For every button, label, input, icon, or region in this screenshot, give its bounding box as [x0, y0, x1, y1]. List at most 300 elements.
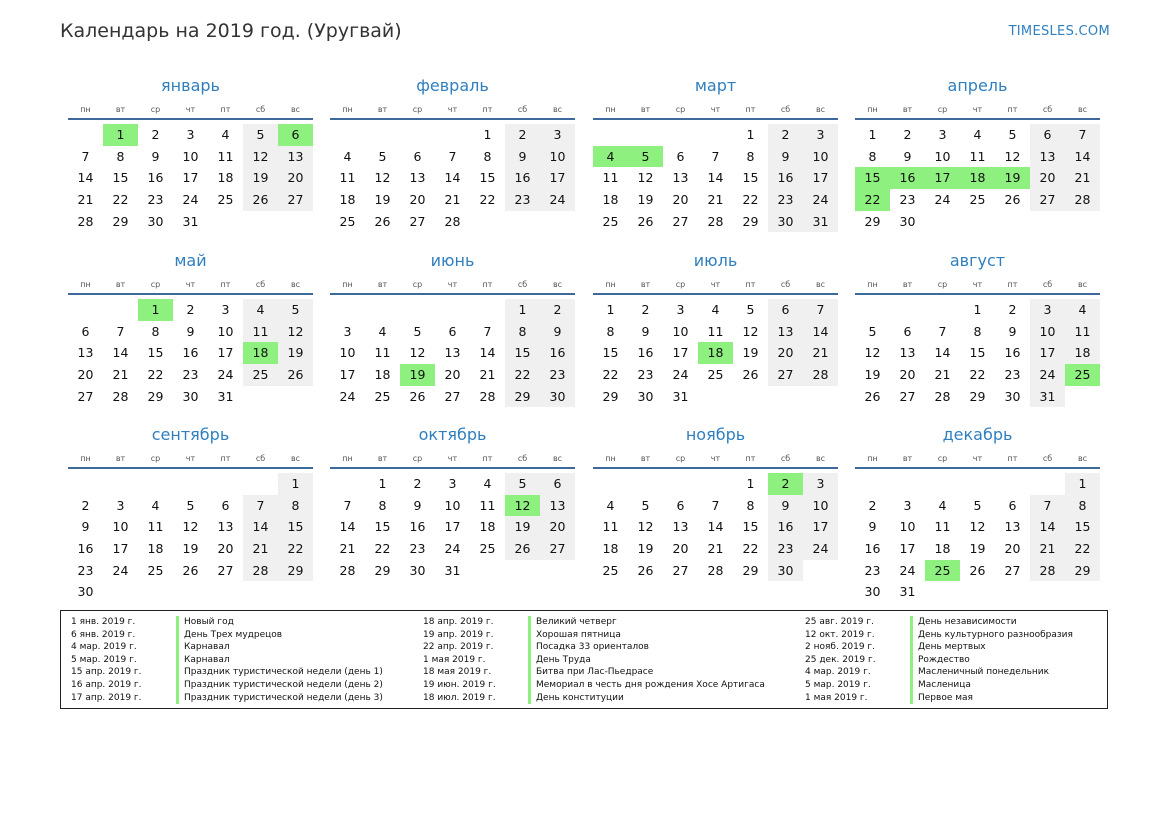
day-cell: 27: [768, 364, 803, 386]
day-cell: 10: [803, 146, 838, 168]
legend-holiday-name: Карнавал: [176, 641, 230, 654]
day-cell: 6: [768, 299, 803, 321]
day-cell: 17: [112, 541, 129, 557]
legend-row: [805, 654, 1073, 667]
day-grid: [330, 473, 575, 581]
empty-cell: [698, 473, 733, 495]
weekday-label: вт: [377, 454, 388, 463]
day-cell: 29: [147, 388, 164, 404]
empty-cell: [103, 299, 138, 321]
day-cell: 25: [147, 562, 164, 578]
day-cell: 10: [672, 323, 689, 339]
month-2: [330, 74, 575, 232]
legend-holiday-name: День конституции: [528, 692, 624, 705]
day-cell: 20: [768, 342, 803, 364]
weekday-label: вс: [290, 454, 301, 463]
legend-holiday-name: День независимости: [910, 616, 1017, 629]
day-cell: 12: [409, 345, 426, 361]
legend-holiday-name: Первое мая: [910, 692, 973, 705]
day-cell: 25: [602, 213, 619, 229]
day-cell: 7: [1030, 495, 1065, 517]
day-cell: 24: [899, 562, 916, 578]
legend-row: [805, 616, 1073, 629]
day-cell: 7: [1065, 124, 1100, 146]
day-cell: 10: [112, 519, 129, 535]
legend-holiday-name: Великий четверг: [528, 616, 617, 629]
day-cell: 31: [444, 562, 461, 578]
legend-column-3: [805, 616, 1073, 704]
day-cell: 13: [1004, 519, 1021, 535]
day-cell: 5: [243, 124, 278, 146]
day-cell: 7: [448, 148, 457, 164]
month-name: ноябрь: [685, 425, 746, 444]
weekday-label: пн: [867, 454, 878, 463]
day-cell: 24: [1030, 364, 1065, 386]
day-cell: 28: [707, 213, 724, 229]
holiday-day-cell: 5: [628, 146, 663, 168]
day-cell: 2: [186, 302, 195, 317]
day-cell: 5: [641, 497, 650, 513]
day-cell: 13: [768, 321, 803, 343]
day-cell: 28: [339, 562, 356, 578]
day-cell: 20: [217, 541, 234, 557]
day-cell: 12: [742, 323, 759, 339]
weekday-label: пт: [482, 280, 493, 289]
day-cell: 25: [339, 213, 356, 229]
legend-date: 12 окт. 2019 г.: [805, 629, 875, 640]
day-cell: 7: [711, 497, 720, 513]
empty-cell: [68, 299, 103, 321]
weekday-label: вт: [640, 454, 651, 463]
weekday-label: ср: [412, 105, 423, 114]
weekday-label: вт: [377, 280, 388, 289]
day-cell: 28: [1065, 189, 1100, 211]
site-link[interactable]: TIMESLES.COM: [1008, 24, 1110, 39]
empty-cell: [435, 124, 470, 146]
weekday-label: ср: [675, 105, 686, 114]
day-cell: 16: [768, 167, 803, 189]
day-grid: [593, 299, 838, 407]
day-grid: [855, 299, 1100, 407]
day-cell: 1: [483, 127, 492, 142]
day-cell: 4: [711, 302, 720, 317]
empty-cell: [855, 299, 890, 321]
day-cell: 4: [151, 497, 160, 513]
day-cell: 30: [1004, 388, 1021, 404]
weekday-label: сб: [517, 454, 528, 463]
empty-cell: [628, 124, 663, 146]
weekday-label: вс: [552, 280, 563, 289]
day-cell: 14: [803, 321, 838, 343]
day-cell: 23: [147, 192, 164, 208]
day-cell: 21: [444, 192, 461, 208]
day-cell: 19: [374, 192, 391, 208]
day-cell: 11: [934, 519, 951, 535]
empty-cell: [593, 473, 628, 495]
day-cell: 4: [221, 127, 230, 142]
day-cell: 27: [217, 562, 234, 578]
weekday-label: сб: [255, 454, 266, 463]
day-cell: 17: [444, 519, 461, 535]
day-cell: 21: [1065, 167, 1100, 189]
day-cell: 16: [505, 167, 540, 189]
day-cell: 1: [746, 127, 755, 142]
day-cell: 18: [339, 192, 356, 208]
weekday-label: сб: [780, 454, 791, 463]
month-name: июль: [693, 251, 738, 270]
day-cell: 11: [339, 170, 356, 186]
month-name: июнь: [430, 251, 475, 270]
empty-cell: [628, 473, 663, 495]
day-cell: 11: [1065, 321, 1100, 343]
legend-holiday-name: Мемориал в честь дня рождения Хосе Артигаса: [528, 679, 765, 692]
day-cell: 6: [81, 323, 90, 339]
day-cell: 8: [606, 323, 615, 339]
day-cell: 27: [278, 189, 313, 211]
weekday-label: сб: [780, 280, 791, 289]
weekday-label: пт: [1007, 280, 1018, 289]
day-cell: 22: [505, 364, 540, 386]
day-cell: 21: [339, 541, 356, 557]
day-cell: 22: [969, 367, 986, 383]
day-cell: 6: [448, 323, 457, 339]
legend-date: 17 апр. 2019 г.: [71, 692, 142, 703]
day-cell: 16: [864, 541, 881, 557]
empty-cell: [400, 299, 435, 321]
weekday-header: [330, 273, 575, 295]
day-cell: 4: [243, 299, 278, 321]
day-cell: 20: [278, 167, 313, 189]
weekday-label: вт: [377, 105, 388, 114]
day-cell: 6: [540, 473, 575, 495]
day-cell: 9: [413, 497, 422, 513]
day-cell: 16: [540, 342, 575, 364]
day-cell: 15: [602, 345, 619, 361]
day-cell: 13: [278, 146, 313, 168]
day-cell: 1: [973, 302, 982, 317]
day-cell: 12: [969, 519, 986, 535]
weekday-label: вс: [815, 454, 826, 463]
day-cell: 20: [77, 367, 94, 383]
day-cell: 2: [768, 124, 803, 146]
empty-cell: [925, 473, 960, 495]
legend-holiday-name: Праздник туристической недели (день 2): [176, 679, 383, 692]
month-11: [593, 423, 838, 581]
weekday-header: [593, 98, 838, 120]
day-cell: 19: [969, 541, 986, 557]
day-cell: 16: [77, 541, 94, 557]
weekday-label: пн: [605, 280, 616, 289]
day-cell: 23: [864, 562, 881, 578]
empty-cell: [68, 124, 103, 146]
legend-holiday-name: Посадка 33 ориенталов: [528, 641, 649, 654]
day-cell: 29: [1065, 560, 1100, 582]
day-cell: 14: [112, 345, 129, 361]
weekday-label: пн: [867, 105, 878, 114]
day-cell: 8: [746, 148, 755, 164]
holiday-day-cell: 2: [768, 473, 803, 495]
day-cell: 19: [637, 192, 654, 208]
day-cell: 12: [637, 519, 654, 535]
legend-row: [71, 641, 383, 654]
empty-cell: [698, 124, 733, 146]
month-3: [593, 74, 838, 232]
weekday-header: [855, 273, 1100, 295]
day-cell: 10: [444, 497, 461, 513]
legend-date: 22 апр. 2019 г.: [423, 642, 494, 653]
day-cell: 11: [243, 321, 278, 343]
month-12: [855, 423, 1100, 603]
day-cell: 13: [672, 519, 689, 535]
legend-row: [71, 654, 383, 667]
day-cell: 8: [116, 148, 125, 164]
day-cell: 22: [1065, 538, 1100, 560]
legend-date: 25 дек. 2019 г.: [805, 654, 876, 665]
day-cell: 3: [540, 124, 575, 146]
weekday-label: чт: [972, 280, 983, 289]
legend-row: [71, 679, 383, 692]
day-cell: 26: [182, 562, 199, 578]
day-cell: 13: [540, 495, 575, 517]
day-cell: 28: [803, 364, 838, 386]
day-cell: 16: [1004, 345, 1021, 361]
day-cell: 6: [676, 497, 685, 513]
holiday-day-cell: 22: [855, 189, 890, 211]
month-name: февраль: [416, 76, 489, 95]
day-cell: 10: [182, 148, 199, 164]
day-cell: 31: [217, 388, 234, 404]
day-cell: 18: [147, 541, 164, 557]
weekday-label: пн: [605, 454, 616, 463]
day-cell: 1: [868, 127, 877, 142]
day-cell: 7: [243, 495, 278, 517]
month-name: сентябрь: [151, 425, 230, 444]
day-cell: 4: [938, 497, 947, 513]
day-cell: 14: [707, 170, 724, 186]
day-cell: 25: [707, 367, 724, 383]
day-cell: 26: [374, 213, 391, 229]
legend-holiday-name: Масленица: [910, 679, 971, 692]
weekday-label: чт: [447, 280, 458, 289]
month-name: март: [694, 76, 737, 95]
day-cell: 9: [81, 519, 90, 535]
empty-cell: [593, 124, 628, 146]
day-cell: 2: [1008, 302, 1017, 317]
day-cell: 24: [803, 538, 838, 560]
legend-row: [71, 629, 383, 642]
legend-row: [423, 679, 765, 692]
day-cell: 3: [903, 497, 912, 513]
day-cell: 9: [903, 148, 912, 164]
legend-date: 6 янв. 2019 г.: [71, 629, 136, 640]
weekday-label: ср: [150, 280, 161, 289]
day-cell: 9: [186, 323, 195, 339]
day-cell: 18: [934, 541, 951, 557]
day-cell: 20: [1030, 167, 1065, 189]
day-cell: 14: [934, 345, 951, 361]
empty-cell: [103, 473, 138, 495]
weekday-label: вт: [902, 280, 913, 289]
weekday-label: ср: [675, 280, 686, 289]
day-grid: [68, 473, 313, 603]
day-cell: 24: [182, 192, 199, 208]
day-cell: 23: [637, 367, 654, 383]
weekday-label: вт: [902, 454, 913, 463]
day-cell: 13: [217, 519, 234, 535]
day-cell: 30: [409, 562, 426, 578]
weekday-label: вс: [290, 105, 301, 114]
day-cell: 24: [112, 562, 129, 578]
day-cell: 29: [864, 213, 881, 229]
legend-holiday-name: День культурного разнообразия: [910, 629, 1073, 642]
legend-date: 4 мар. 2019 г.: [805, 667, 871, 678]
month-name: август: [949, 251, 1006, 270]
weekday-label: ср: [412, 454, 423, 463]
weekday-label: ср: [412, 280, 423, 289]
weekday-label: вт: [640, 280, 651, 289]
day-cell: 4: [483, 476, 492, 491]
weekday-label: сб: [517, 280, 528, 289]
weekday-label: пт: [745, 280, 756, 289]
day-cell: 10: [803, 495, 838, 517]
day-cell: 21: [934, 367, 951, 383]
empty-cell: [138, 473, 173, 495]
day-cell: 7: [116, 323, 125, 339]
day-cell: 4: [1065, 299, 1100, 321]
weekday-label: пн: [605, 105, 616, 114]
day-cell: 29: [969, 388, 986, 404]
day-cell: 3: [221, 302, 230, 317]
day-cell: 27: [540, 538, 575, 560]
legend-row: [423, 692, 765, 705]
empty-cell: [1030, 473, 1065, 495]
day-cell: 21: [803, 342, 838, 364]
weekday-label: чт: [710, 280, 721, 289]
legend-date: 15 апр. 2019 г.: [71, 667, 142, 678]
day-cell: 6: [221, 497, 230, 513]
day-cell: 26: [278, 364, 313, 386]
day-cell: 8: [746, 497, 755, 513]
weekday-label: вт: [115, 105, 126, 114]
day-cell: 22: [742, 541, 759, 557]
weekday-header: [593, 273, 838, 295]
day-cell: 28: [479, 388, 496, 404]
month-9: [68, 423, 313, 603]
day-cell: 27: [672, 562, 689, 578]
day-cell: 31: [1030, 386, 1065, 408]
day-cell: 15: [374, 519, 391, 535]
day-cell: 11: [707, 323, 724, 339]
weekday-label: ср: [937, 454, 948, 463]
day-cell: 14: [479, 345, 496, 361]
day-cell: 11: [147, 519, 164, 535]
day-cell: 12: [1004, 148, 1021, 164]
day-cell: 26: [742, 367, 759, 383]
legend-date: 19 июн. 2019 г.: [423, 679, 496, 690]
day-grid: [593, 473, 838, 581]
day-cell: 29: [742, 562, 759, 578]
month-name: декабрь: [942, 425, 1013, 444]
day-cell: 5: [186, 497, 195, 513]
day-cell: 16: [409, 519, 426, 535]
day-cell: 30: [768, 211, 803, 233]
day-cell: 13: [409, 170, 426, 186]
day-cell: 17: [217, 345, 234, 361]
month-7: [593, 249, 838, 407]
day-cell: 2: [641, 302, 650, 317]
empty-cell: [995, 473, 1030, 495]
day-cell: 24: [339, 388, 356, 404]
day-cell: 11: [479, 497, 496, 513]
legend-holiday-name: Масленичный понедельник: [910, 666, 1049, 679]
day-cell: 23: [768, 189, 803, 211]
weekday-header: [593, 447, 838, 469]
day-cell: 20: [672, 192, 689, 208]
day-cell: 14: [339, 519, 356, 535]
legend-row: [423, 616, 765, 629]
holiday-day-cell: 18: [243, 342, 278, 364]
legend-holiday-name: Новый год: [176, 616, 234, 629]
day-cell: 24: [444, 541, 461, 557]
day-cell: 2: [540, 299, 575, 321]
holiday-day-cell: 1: [138, 299, 173, 321]
day-cell: 3: [803, 473, 838, 495]
day-cell: 19: [742, 345, 759, 361]
legend-holiday-name: День Трех мудрецов: [176, 629, 282, 642]
day-cell: 23: [768, 538, 803, 560]
weekday-label: вт: [115, 280, 126, 289]
day-cell: 25: [374, 388, 391, 404]
day-cell: 7: [803, 299, 838, 321]
day-cell: 16: [182, 345, 199, 361]
legend-row: [423, 654, 765, 667]
day-grid: [855, 124, 1100, 232]
legend-date: 18 мая 2019 г.: [423, 667, 492, 678]
day-cell: 10: [339, 345, 356, 361]
day-cell: 17: [803, 516, 838, 538]
day-cell: 25: [969, 192, 986, 208]
day-cell: 22: [278, 538, 313, 560]
day-cell: 17: [339, 367, 356, 383]
day-cell: 22: [374, 541, 391, 557]
day-cell: 18: [374, 367, 391, 383]
day-cell: 29: [374, 562, 391, 578]
day-cell: 30: [540, 386, 575, 408]
month-name: май: [174, 251, 207, 270]
day-cell: 2: [868, 497, 877, 513]
day-cell: 23: [505, 189, 540, 211]
day-cell: 23: [182, 367, 199, 383]
day-cell: 27: [899, 388, 916, 404]
day-cell: 1: [606, 302, 615, 317]
weekday-label: сб: [1042, 280, 1053, 289]
legend-holiday-name: Праздник туристической недели (день 1): [176, 666, 383, 679]
day-cell: 21: [112, 367, 129, 383]
legend-row: [423, 666, 765, 679]
day-cell: 3: [803, 124, 838, 146]
day-cell: 21: [77, 192, 94, 208]
day-cell: 6: [1030, 124, 1065, 146]
day-cell: 30: [864, 584, 881, 600]
day-cell: 27: [1004, 562, 1021, 578]
day-cell: 12: [637, 170, 654, 186]
day-cell: 14: [77, 170, 94, 186]
day-cell: 7: [938, 323, 947, 339]
day-cell: 7: [81, 148, 90, 164]
legend-holiday-name: Хорошая пятница: [528, 629, 621, 642]
empty-cell: [330, 124, 365, 146]
day-cell: 29: [505, 386, 540, 408]
